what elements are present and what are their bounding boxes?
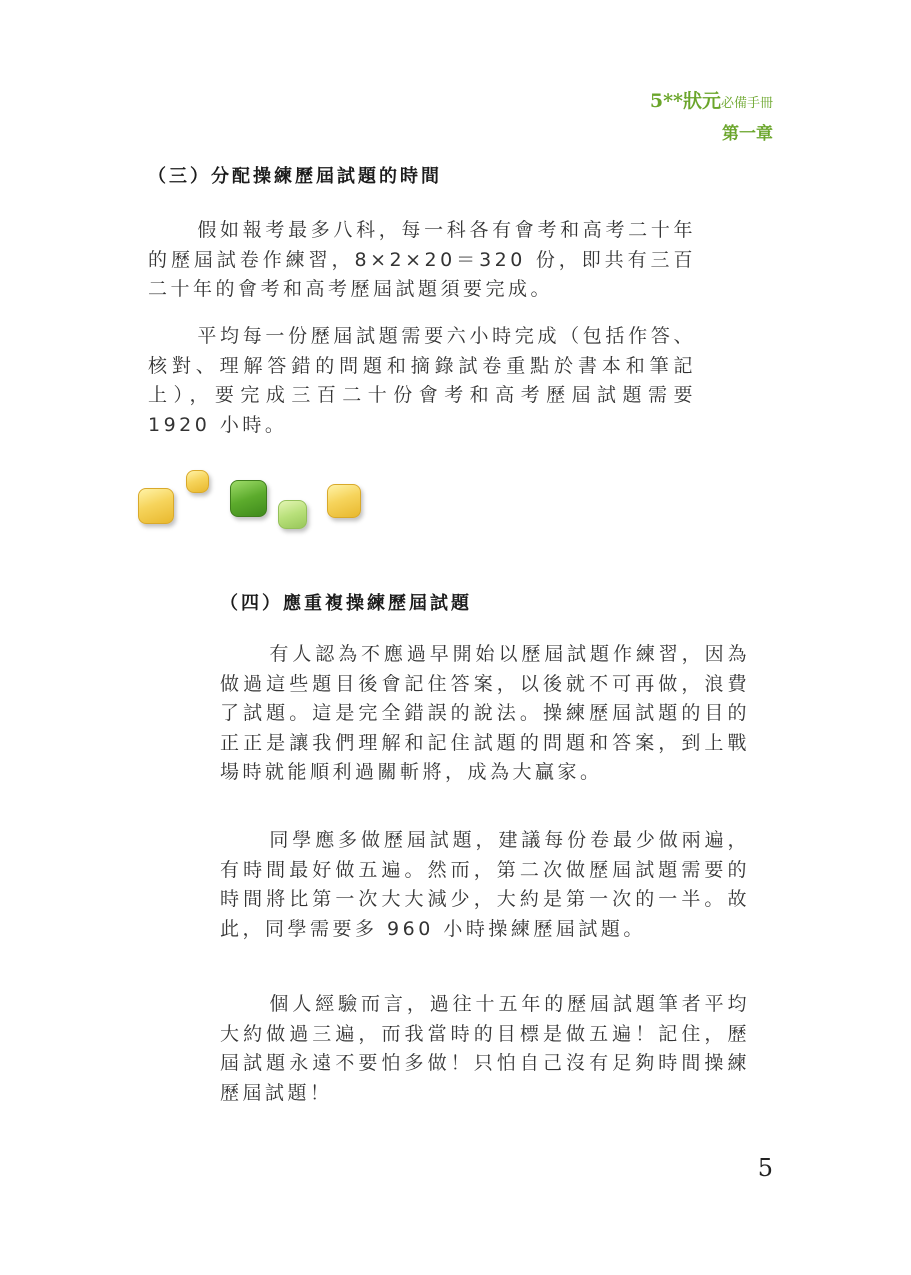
section-4-paragraph-2: 同學應多做歷屆試題，建議每份卷最少做兩遍，有時間最好做五遍。然而，第二次做歷屆試題需要的時間將比第一次大大減少，大約是第一次的一半。故此，同學需要多 960 小時操練歷屆試題。 (220, 829, 750, 940)
section-3-heading: （三）分配操練歷屆試題的時間 (148, 166, 442, 187)
chapter-label: 第一章 (722, 124, 773, 144)
page-number: 5 (757, 1154, 773, 1182)
green-square-icon (230, 480, 267, 517)
yellow-square-right-icon (327, 484, 361, 518)
decorative-squares (136, 466, 376, 536)
section-4-heading: （四）應重複操練歷屆試題 (220, 593, 472, 614)
yellow-square-large-icon (138, 488, 174, 524)
brand-subtitle: 必備手冊 (720, 96, 773, 111)
running-header (650, 86, 773, 144)
section-3-paragraph-1: 假如報考最多八科，每一科各有會考和高考二十年的歷屆試卷作練習，8×2×20＝320 份，即共有三百二十年的會考和高考歷屆試題須要完成。 (148, 219, 696, 300)
header-title (650, 86, 773, 113)
section-4-paragraph-1: 有人認為不應過早開始以歷屆試題作練習，因為做過這些題目後會記住答案，以後就不可再做，浪費了試題。這是完全錯誤的說法。操練歷屆試題的目的正正是讓我們理解和記住試題的問題和答案，到上戰場時就能順利過關斬將，成為大贏家。 (220, 643, 750, 783)
brand-title: 5**狀元 (649, 90, 721, 112)
light-green-square-icon (278, 500, 307, 529)
section-4-paragraph-3: 個人經驗而言，過往十五年的歷屆試題筆者平均大約做過三遍，而我當時的目標是做五遍！記住，歷屆試題永遠不要怕多做！只怕自己沒有足夠時間操練歷屆試題！ (220, 993, 750, 1104)
section-3-paragraph-2: 平均每一份歷屆試題需要六小時完成（包括作答、核對、理解答錯的問題和摘錄試卷重點於書本和筆記上），要完成三百二十份會考和高考歷屆試題需要 1920 小時。 (148, 325, 696, 436)
yellow-square-small-icon (186, 470, 209, 493)
